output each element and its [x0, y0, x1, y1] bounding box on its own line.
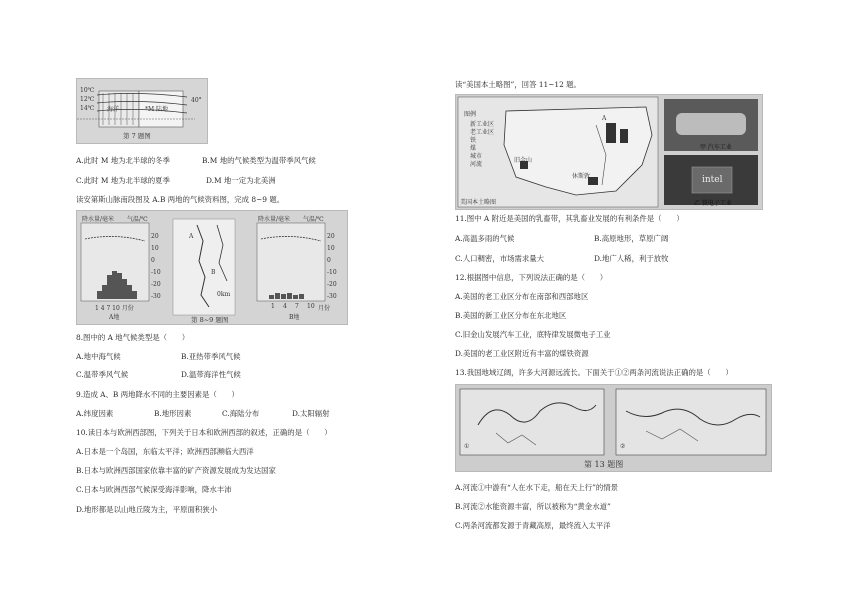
b-tick-4: -10: [327, 269, 337, 276]
b-axis-month: 月份: [318, 305, 331, 312]
q7-option-a: A.此时 M 地为北半球的冬季: [76, 156, 170, 165]
q11-option-a: A.高温多雨的气候: [455, 234, 515, 243]
q9-option-a: A.纬度因素: [76, 409, 114, 418]
a-place-label: A地: [109, 314, 120, 321]
q13-option-a: A.河流①中游有“人在水下走，船在天上行”的情景: [455, 483, 619, 492]
a-precip-label: 降水量/毫米: [82, 216, 115, 223]
q12-option-c: C.旧金山发展汽车工业，底特律发展微电子工业: [455, 330, 611, 339]
land-label: *M 陆地: [145, 106, 169, 113]
figure-7-caption: 第 7 题图: [123, 132, 151, 140]
us-map-drawing: [456, 95, 762, 209]
river-1-marker: ①: [464, 443, 470, 450]
figure-13: [455, 384, 772, 472]
q9-stem: 9.造成 A、B 两地降水不同的主要因素是（ ）: [76, 390, 239, 399]
figure-8-9-caption: 第 8~9 题图: [191, 316, 229, 324]
a-tick-2: 10: [151, 245, 159, 252]
legend-title: 图例: [464, 111, 477, 118]
b-tick-3: 0: [327, 257, 331, 264]
legend-iron: 铁: [470, 137, 477, 144]
b-axis-1: 1: [271, 303, 275, 310]
q13-stem: 13.我国地域辽阔，许多大河源远流长。下面关于①②两条河流说法正确的是（ ）: [455, 368, 733, 377]
q7-option-c: C.此时 M 地为北半球的夏季: [76, 176, 170, 185]
q12-stem: 12.根据图中信息，下列说法正确的是（ ）: [455, 273, 608, 282]
a-tick-4: -10: [151, 269, 161, 276]
q8-stem: 8.图中的 A 地气候类型是（ ）: [76, 333, 190, 342]
legend-old: 老工业区: [470, 129, 495, 136]
q8-option-b: B.亚热带季风气候: [181, 352, 241, 361]
b-tick-1: 20: [327, 233, 335, 240]
b-axis-4: 4: [283, 303, 287, 310]
q7-option-b: B.M 地的气候类型为温带季风气候: [202, 156, 316, 165]
legend-new: 新工业区: [470, 121, 495, 128]
figure-8-9: [76, 210, 348, 325]
city-san-francisco: 旧金山: [514, 157, 533, 164]
q13-option-c: C.两条河流都发源于青藏高原，最终流入太平洋: [455, 521, 611, 530]
q12-option-d: D.美国的老工业区附近有丰富的煤铁资源: [455, 349, 589, 358]
legend-river: 河流: [470, 161, 483, 168]
legend-city: 城市: [470, 153, 483, 160]
photo-car-label: 甲 汽车工业: [700, 144, 732, 151]
latitude-label: 40°: [191, 97, 202, 104]
q11-option-c: C.人口稠密，市场需求量大: [455, 254, 545, 263]
figure-13-caption: 第 13 题图: [584, 460, 624, 469]
q12-option-b: B.美国的新工业区分布在东北地区: [455, 311, 567, 320]
a-tick-3: 0: [151, 257, 155, 264]
q10-option-d: D.地形都是以山地丘陵为主，平原面积狭小: [76, 505, 218, 514]
photo-chip-label: 乙 微电子工业: [694, 200, 732, 207]
b-tick-5: -20: [327, 281, 337, 288]
q8-option-d: D.温带海洋性气候: [181, 370, 241, 379]
q9-option-c: C.海陆分布: [222, 409, 260, 418]
us-map-caption: 美国本土略图: [460, 199, 497, 206]
ocean-label: 海洋: [107, 106, 120, 113]
a-month-label: 1 4 7 10 月份: [95, 305, 134, 312]
q10-option-c: C.日本与欧洲西部气候深受海洋影响，降水丰沛: [76, 485, 232, 494]
map-a-marker: A: [189, 233, 194, 240]
q11-option-b: B.高原地形，草原广阔: [594, 234, 669, 243]
a-tick-6: -30: [151, 293, 161, 300]
river-2-marker: ②: [620, 443, 626, 450]
map-scale: 0km: [217, 291, 231, 298]
q10-option-a: A.日本是一个岛国，东临太平洋；欧洲西部濒临大西洋: [76, 447, 254, 456]
q7-option-d: D.M 地一定为北美洲: [206, 176, 276, 185]
b-axis-10: 10: [307, 303, 315, 310]
figure-us-map: [455, 94, 763, 210]
legend-coal: 煤: [470, 145, 477, 152]
a-tick-1: 20: [151, 233, 159, 240]
a-tick-5: -20: [151, 281, 161, 288]
q11-option-d: D.地广人稀，利于放牧: [594, 254, 669, 263]
intel-logo-text: intel: [702, 175, 723, 185]
isotherm-label-1: 10℃: [80, 87, 95, 94]
q8-option-c: C.温带季风气候: [76, 370, 129, 379]
b-precip-label: 降水量/毫米: [258, 216, 291, 223]
b-tick-2: 10: [327, 245, 335, 252]
b-tick-6: -30: [327, 293, 337, 300]
q9-option-d: D.太阳辐射: [292, 409, 330, 418]
q13-option-b: B.河流②水能资源丰富，所以被称为“黄金水道”: [455, 502, 611, 511]
figure-7: [76, 78, 208, 144]
q8-option-a: A.地中海气候: [76, 352, 121, 361]
q10-stem: 10.读日本与欧洲西部图，下列关于日本和欧洲西部的叙述，正确的是（ ）: [76, 428, 332, 437]
q12-option-a: A.美国的老工业区分布在南部和西部地区: [455, 292, 589, 301]
q11-stem: 11.图中 A 附近是美国的乳畜带，其乳畜业发展的有利条件是（ ）: [455, 214, 684, 223]
city-houston: 休斯敦: [572, 173, 591, 180]
b-temp-label: 气温/℃: [303, 216, 324, 223]
isotherm-label-3: 14℃: [80, 105, 95, 112]
b-axis-7: 7: [295, 303, 299, 310]
isotherm-label-2: 12℃: [80, 96, 95, 103]
b-place-label: B地: [289, 314, 300, 321]
q8-9-intro: 读安第斯山脉南段图及 A.B 两地的气候资料图，完成 8~9 题。: [76, 195, 285, 204]
map-b-marker: B: [211, 269, 216, 276]
map-marker-a: A: [602, 115, 607, 122]
q11-12-intro: 读“美国本土略图”，回答 11~12 题。: [455, 80, 581, 89]
q9-option-b: B.地形因素: [154, 409, 192, 418]
q10-option-b: B.日本与欧洲西部国家依靠丰富的矿产资源发展成为发达国家: [76, 466, 276, 475]
a-temp-label: 气温/℃: [127, 216, 148, 223]
